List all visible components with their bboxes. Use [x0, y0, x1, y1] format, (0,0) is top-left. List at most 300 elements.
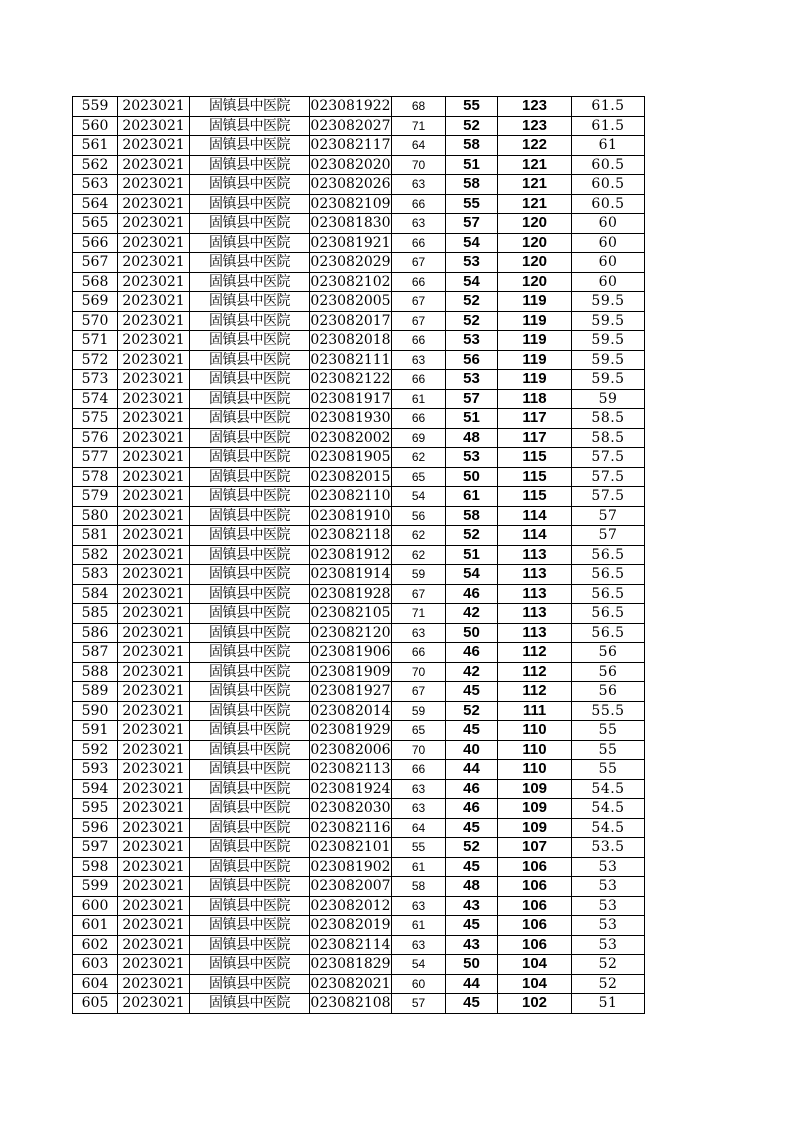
total-score-cell: 121 [498, 194, 572, 214]
total-score-cell: 122 [498, 136, 572, 156]
row-number-cell: 585 [73, 604, 118, 624]
row-number-cell: 586 [73, 623, 118, 643]
unit-name-cell: 固镇县中医院 [190, 292, 310, 312]
score-2-cell: 44 [446, 974, 498, 994]
average-score-cell: 58.5 [572, 409, 645, 429]
row-number-cell: 568 [73, 272, 118, 292]
position-code-cell: 2023021 [118, 565, 190, 585]
position-code-cell: 2023021 [118, 116, 190, 136]
unit-name-cell: 固镇县中医院 [190, 974, 310, 994]
row-number-cell: 603 [73, 955, 118, 975]
unit-name-cell: 固镇县中医院 [190, 214, 310, 234]
row-number-cell: 563 [73, 175, 118, 195]
total-score-cell: 118 [498, 389, 572, 409]
row-number-cell: 578 [73, 467, 118, 487]
score-2-cell: 61 [446, 487, 498, 507]
position-code-cell: 2023021 [118, 136, 190, 156]
row-number-cell: 591 [73, 721, 118, 741]
table-row [73, 896, 645, 916]
unit-name-cell: 固镇县中医院 [190, 565, 310, 585]
row-number-cell: 597 [73, 838, 118, 858]
total-score-cell: 123 [498, 97, 572, 117]
unit-name-cell: 固镇县中医院 [190, 97, 310, 117]
position-code-cell: 2023021 [118, 428, 190, 448]
row-number-cell: 579 [73, 487, 118, 507]
position-code-cell: 2023021 [118, 175, 190, 195]
position-code-cell: 2023021 [118, 97, 190, 117]
table-row [73, 935, 645, 955]
average-score-cell: 56 [572, 662, 645, 682]
score-2-cell: 46 [446, 799, 498, 819]
score-1-cell: 63 [392, 799, 446, 819]
total-score-cell: 113 [498, 623, 572, 643]
total-score-cell: 106 [498, 877, 572, 897]
score-1-cell: 58 [392, 877, 446, 897]
score-2-cell: 54 [446, 565, 498, 585]
ticket-number-cell: 023081906 [310, 644, 391, 661]
score-2-cell: 53 [446, 370, 498, 390]
score-1-cell: 63 [392, 350, 446, 370]
row-number-cell: 560 [73, 116, 118, 136]
total-score-cell: 104 [498, 974, 572, 994]
row-number-cell: 572 [73, 350, 118, 370]
row-number-cell: 573 [73, 370, 118, 390]
score-2-cell: 42 [446, 604, 498, 624]
unit-name-cell: 固镇县中医院 [190, 857, 310, 877]
total-score-cell: 110 [498, 760, 572, 780]
table-row [73, 623, 645, 643]
row-number-cell: 584 [73, 584, 118, 604]
score-1-cell: 63 [392, 214, 446, 234]
row-number-cell: 580 [73, 506, 118, 526]
score-1-cell: 70 [392, 662, 446, 682]
table-row [73, 311, 645, 331]
ticket-number-cell: 023081917 [310, 390, 391, 407]
position-code-cell: 2023021 [118, 506, 190, 526]
total-score-cell: 120 [498, 272, 572, 292]
score-1-cell: 57 [392, 994, 446, 1014]
total-score-cell: 109 [498, 779, 572, 799]
unit-name-cell: 固镇县中医院 [190, 682, 310, 702]
ticket-number-cell: 023082102 [310, 273, 391, 290]
row-number-cell: 566 [73, 233, 118, 253]
table-row [73, 428, 645, 448]
score-2-cell: 43 [446, 935, 498, 955]
unit-name-cell: 固镇县中医院 [190, 604, 310, 624]
row-number-cell: 594 [73, 779, 118, 799]
average-score-cell: 61.5 [572, 97, 645, 117]
score-1-cell: 69 [392, 428, 446, 448]
average-score-cell: 53 [572, 935, 645, 955]
table-row [73, 272, 645, 292]
score-1-cell: 54 [392, 955, 446, 975]
position-code-cell: 2023021 [118, 623, 190, 643]
row-number-cell: 571 [73, 331, 118, 351]
score-2-cell: 43 [446, 896, 498, 916]
unit-name-cell: 固镇县中医院 [190, 877, 310, 897]
unit-name-cell: 固镇县中医院 [190, 233, 310, 253]
score-1-cell: 61 [392, 857, 446, 877]
ticket-number-cell: 023081928 [310, 585, 391, 602]
unit-name-cell: 固镇县中医院 [190, 116, 310, 136]
row-number-cell: 577 [73, 448, 118, 468]
unit-name-cell: 固镇县中医院 [190, 779, 310, 799]
score-1-cell: 67 [392, 584, 446, 604]
position-code-cell: 2023021 [118, 799, 190, 819]
total-score-cell: 109 [498, 818, 572, 838]
unit-name-cell: 固镇县中医院 [190, 838, 310, 858]
score-1-cell: 67 [392, 682, 446, 702]
table-row [73, 526, 645, 546]
average-score-cell: 57 [572, 506, 645, 526]
score-2-cell: 54 [446, 233, 498, 253]
ticket-number-cell: 023082027 [310, 117, 391, 134]
row-number-cell: 576 [73, 428, 118, 448]
average-score-cell: 52 [572, 974, 645, 994]
ticket-number-cell: 023082006 [310, 741, 391, 758]
ticket-number-cell: 023082015 [310, 468, 391, 485]
table-row [73, 721, 645, 741]
score-1-cell: 56 [392, 506, 446, 526]
score-table-body [73, 97, 645, 1014]
total-score-cell: 113 [498, 565, 572, 585]
ticket-number-cell: 023081905 [310, 449, 391, 466]
score-1-cell: 70 [392, 155, 446, 175]
table-row [73, 116, 645, 136]
ticket-number-cell: 023082116 [310, 819, 391, 836]
score-1-cell: 64 [392, 818, 446, 838]
table-row [73, 467, 645, 487]
position-code-cell: 2023021 [118, 545, 190, 565]
table-row [73, 838, 645, 858]
table-row [73, 565, 645, 585]
total-score-cell: 119 [498, 311, 572, 331]
score-1-cell: 63 [392, 896, 446, 916]
position-code-cell: 2023021 [118, 818, 190, 838]
average-score-cell: 56.5 [572, 604, 645, 624]
total-score-cell: 109 [498, 799, 572, 819]
position-code-cell: 2023021 [118, 253, 190, 273]
ticket-number-cell: 023082020 [310, 156, 391, 173]
ticket-number-cell: 023081829 [310, 956, 391, 973]
ticket-number-cell: 023082021 [310, 975, 391, 992]
row-number-cell: 598 [73, 857, 118, 877]
ticket-number-cell: 023082118 [310, 527, 391, 544]
position-code-cell: 2023021 [118, 370, 190, 390]
score-1-cell: 66 [392, 272, 446, 292]
position-code-cell: 2023021 [118, 896, 190, 916]
score-2-cell: 52 [446, 526, 498, 546]
score-2-cell: 52 [446, 838, 498, 858]
unit-name-cell: 固镇县中医院 [190, 799, 310, 819]
ticket-number-cell: 023082117 [310, 137, 391, 154]
unit-name-cell: 固镇县中医院 [190, 526, 310, 546]
score-1-cell: 66 [392, 233, 446, 253]
ticket-number-cell: 023082014 [310, 702, 391, 719]
table-row [73, 643, 645, 663]
row-number-cell: 559 [73, 97, 118, 117]
unit-name-cell: 固镇县中医院 [190, 272, 310, 292]
position-code-cell: 2023021 [118, 740, 190, 760]
score-2-cell: 45 [446, 818, 498, 838]
score-2-cell: 58 [446, 175, 498, 195]
table-row [73, 194, 645, 214]
average-score-cell: 57.5 [572, 467, 645, 487]
row-number-cell: 565 [73, 214, 118, 234]
position-code-cell: 2023021 [118, 974, 190, 994]
table-row [73, 389, 645, 409]
score-2-cell: 46 [446, 779, 498, 799]
ticket-number-cell: 023081924 [310, 780, 391, 797]
score-2-cell: 48 [446, 428, 498, 448]
table-row [73, 155, 645, 175]
table-row [73, 701, 645, 721]
score-2-cell: 57 [446, 389, 498, 409]
table-row [73, 818, 645, 838]
row-number-cell: 562 [73, 155, 118, 175]
score-2-cell: 50 [446, 623, 498, 643]
ticket-number-cell: 023082111 [310, 351, 391, 368]
unit-name-cell: 固镇县中医院 [190, 409, 310, 429]
average-score-cell: 55.5 [572, 701, 645, 721]
position-code-cell: 2023021 [118, 409, 190, 429]
score-2-cell: 52 [446, 311, 498, 331]
unit-name-cell: 固镇县中医院 [190, 370, 310, 390]
table-row [73, 175, 645, 195]
unit-name-cell: 固镇县中医院 [190, 175, 310, 195]
average-score-cell: 60.5 [572, 194, 645, 214]
position-code-cell: 2023021 [118, 194, 190, 214]
score-2-cell: 40 [446, 740, 498, 760]
row-number-cell: 605 [73, 994, 118, 1014]
position-code-cell: 2023021 [118, 448, 190, 468]
unit-name-cell: 固镇县中医院 [190, 994, 310, 1014]
score-2-cell: 53 [446, 253, 498, 273]
position-code-cell: 2023021 [118, 467, 190, 487]
score-1-cell: 67 [392, 311, 446, 331]
average-score-cell: 59.5 [572, 311, 645, 331]
position-code-cell: 2023021 [118, 526, 190, 546]
row-number-cell: 600 [73, 896, 118, 916]
score-2-cell: 55 [446, 97, 498, 117]
table-row [73, 136, 645, 156]
position-code-cell: 2023021 [118, 877, 190, 897]
unit-name-cell: 固镇县中医院 [190, 740, 310, 760]
ticket-number-cell: 023082122 [310, 371, 391, 388]
average-score-cell: 60 [572, 272, 645, 292]
average-score-cell: 57.5 [572, 487, 645, 507]
row-number-cell: 602 [73, 935, 118, 955]
total-score-cell: 113 [498, 545, 572, 565]
ticket-number-cell: 023081927 [310, 683, 391, 700]
total-score-cell: 120 [498, 253, 572, 273]
score-1-cell: 67 [392, 253, 446, 273]
score-1-cell: 63 [392, 175, 446, 195]
position-code-cell: 2023021 [118, 584, 190, 604]
table-row [73, 994, 645, 1014]
row-number-cell: 590 [73, 701, 118, 721]
unit-name-cell: 固镇县中医院 [190, 955, 310, 975]
score-1-cell: 54 [392, 487, 446, 507]
score-2-cell: 57 [446, 214, 498, 234]
table-row [73, 740, 645, 760]
unit-name-cell: 固镇县中医院 [190, 643, 310, 663]
unit-name-cell: 固镇县中医院 [190, 662, 310, 682]
position-code-cell: 2023021 [118, 331, 190, 351]
score-1-cell: 66 [392, 643, 446, 663]
total-score-cell: 106 [498, 916, 572, 936]
score-1-cell: 61 [392, 916, 446, 936]
position-code-cell: 2023021 [118, 994, 190, 1014]
ticket-number-cell: 023081921 [310, 234, 391, 251]
score-2-cell: 44 [446, 760, 498, 780]
average-score-cell: 53 [572, 877, 645, 897]
score-1-cell: 59 [392, 565, 446, 585]
row-number-cell: 570 [73, 311, 118, 331]
score-2-cell: 45 [446, 721, 498, 741]
score-2-cell: 56 [446, 350, 498, 370]
total-score-cell: 106 [498, 857, 572, 877]
average-score-cell: 53 [572, 857, 645, 877]
unit-name-cell: 固镇县中医院 [190, 331, 310, 351]
position-code-cell: 2023021 [118, 487, 190, 507]
row-number-cell: 601 [73, 916, 118, 936]
table-row [73, 233, 645, 253]
score-2-cell: 58 [446, 136, 498, 156]
row-number-cell: 596 [73, 818, 118, 838]
total-score-cell: 106 [498, 896, 572, 916]
total-score-cell: 119 [498, 331, 572, 351]
unit-name-cell: 固镇县中医院 [190, 760, 310, 780]
ticket-number-cell: 023081909 [310, 663, 391, 680]
ticket-number-cell: 023081830 [310, 215, 391, 232]
total-score-cell: 112 [498, 643, 572, 663]
total-score-cell: 121 [498, 175, 572, 195]
score-2-cell: 54 [446, 272, 498, 292]
table-row [73, 877, 645, 897]
row-number-cell: 589 [73, 682, 118, 702]
unit-name-cell: 固镇县中医院 [190, 136, 310, 156]
position-code-cell: 2023021 [118, 935, 190, 955]
total-score-cell: 120 [498, 214, 572, 234]
table-row [73, 448, 645, 468]
unit-name-cell: 固镇县中医院 [190, 311, 310, 331]
average-score-cell: 57 [572, 526, 645, 546]
total-score-cell: 120 [498, 233, 572, 253]
score-1-cell: 62 [392, 448, 446, 468]
score-2-cell: 45 [446, 682, 498, 702]
ticket-number-cell: 023082002 [310, 429, 391, 446]
total-score-cell: 119 [498, 350, 572, 370]
unit-name-cell: 固镇县中医院 [190, 623, 310, 643]
score-1-cell: 66 [392, 409, 446, 429]
table-row [73, 604, 645, 624]
position-code-cell: 2023021 [118, 662, 190, 682]
total-score-cell: 102 [498, 994, 572, 1014]
average-score-cell: 60 [572, 253, 645, 273]
ticket-number-cell: 023081914 [310, 566, 391, 583]
unit-name-cell: 固镇县中医院 [190, 935, 310, 955]
table-row [73, 760, 645, 780]
position-code-cell: 2023021 [118, 214, 190, 234]
average-score-cell: 54.5 [572, 779, 645, 799]
average-score-cell: 56.5 [572, 584, 645, 604]
score-2-cell: 42 [446, 662, 498, 682]
total-score-cell: 115 [498, 448, 572, 468]
total-score-cell: 113 [498, 604, 572, 624]
position-code-cell: 2023021 [118, 292, 190, 312]
position-code-cell: 2023021 [118, 955, 190, 975]
score-1-cell: 71 [392, 116, 446, 136]
average-score-cell: 52 [572, 955, 645, 975]
position-code-cell: 2023021 [118, 779, 190, 799]
score-1-cell: 68 [392, 97, 446, 117]
average-score-cell: 60 [572, 214, 645, 234]
total-score-cell: 111 [498, 701, 572, 721]
average-score-cell: 54.5 [572, 818, 645, 838]
ticket-number-cell: 023082110 [310, 488, 391, 505]
ticket-number-cell: 023082026 [310, 176, 391, 193]
score-2-cell: 51 [446, 155, 498, 175]
row-number-cell: 569 [73, 292, 118, 312]
average-score-cell: 59.5 [572, 292, 645, 312]
ticket-number-cell: 023082108 [310, 995, 391, 1012]
total-score-cell: 104 [498, 955, 572, 975]
position-code-cell: 2023021 [118, 721, 190, 741]
unit-name-cell: 固镇县中医院 [190, 448, 310, 468]
unit-name-cell: 固镇县中医院 [190, 721, 310, 741]
score-2-cell: 52 [446, 116, 498, 136]
score-1-cell: 62 [392, 545, 446, 565]
average-score-cell: 51 [572, 994, 645, 1014]
total-score-cell: 119 [498, 370, 572, 390]
ticket-number-cell: 023082005 [310, 293, 391, 310]
average-score-cell: 56 [572, 643, 645, 663]
row-number-cell: 583 [73, 565, 118, 585]
row-number-cell: 587 [73, 643, 118, 663]
ticket-number-cell: 023081902 [310, 858, 391, 875]
row-number-cell: 582 [73, 545, 118, 565]
unit-name-cell: 固镇县中医院 [190, 350, 310, 370]
total-score-cell: 114 [498, 506, 572, 526]
score-table [72, 96, 645, 1014]
position-code-cell: 2023021 [118, 272, 190, 292]
average-score-cell: 56.5 [572, 623, 645, 643]
position-code-cell: 2023021 [118, 389, 190, 409]
score-2-cell: 52 [446, 292, 498, 312]
score-2-cell: 55 [446, 194, 498, 214]
ticket-number-cell: 023081912 [310, 546, 391, 563]
ticket-number-cell: 023082120 [310, 624, 391, 641]
total-score-cell: 115 [498, 487, 572, 507]
score-2-cell: 53 [446, 448, 498, 468]
average-score-cell: 59 [572, 389, 645, 409]
average-score-cell: 60.5 [572, 155, 645, 175]
row-number-cell: 561 [73, 136, 118, 156]
score-1-cell: 55 [392, 838, 446, 858]
unit-name-cell: 固镇县中医院 [190, 428, 310, 448]
score-1-cell: 65 [392, 467, 446, 487]
table-row [73, 350, 645, 370]
score-2-cell: 52 [446, 701, 498, 721]
average-score-cell: 59.5 [572, 350, 645, 370]
position-code-cell: 2023021 [118, 311, 190, 331]
position-code-cell: 2023021 [118, 760, 190, 780]
total-score-cell: 110 [498, 721, 572, 741]
total-score-cell: 110 [498, 740, 572, 760]
ticket-number-cell: 023082105 [310, 605, 391, 622]
score-1-cell: 66 [392, 331, 446, 351]
